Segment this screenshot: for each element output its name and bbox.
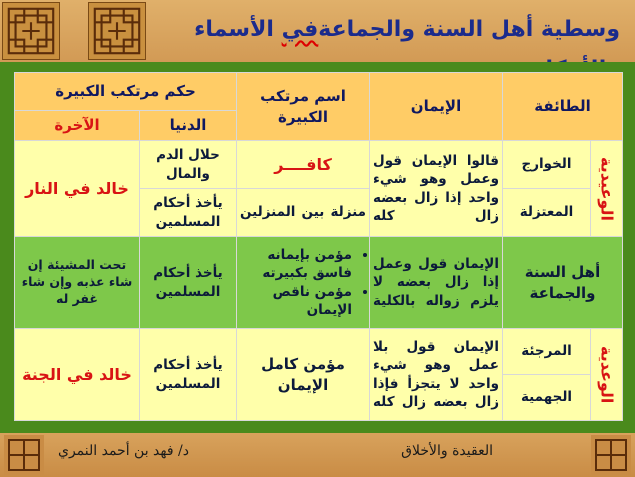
header-sect: الطائفة xyxy=(503,73,623,141)
knot-ornament-icon xyxy=(4,435,44,475)
sect-murjia: المرجئة xyxy=(503,329,591,375)
header-dunya: الدنيا xyxy=(140,111,237,141)
sect-sunnah: أهل السنة والجماعة xyxy=(503,237,623,329)
name-kafir: كافــــر xyxy=(237,141,370,189)
list-item: • مؤمن ناقص الإيمان xyxy=(240,283,352,319)
comparison-table xyxy=(14,72,623,421)
slide-footer xyxy=(0,433,635,477)
sect-jahmiyya: الجهمية xyxy=(503,375,591,421)
dunya-sunnah: يأخذ أحكام المسلمين xyxy=(140,237,237,329)
group-label-waadiyya: الوعدية xyxy=(591,329,623,421)
name-kamil: مؤمن كامل الإيمان xyxy=(237,329,370,421)
dunya-waadiyya: يأخذ أحكام المسلمين xyxy=(140,329,237,421)
list-item: • مؤمن بإيمانه فاسق بكبيرته xyxy=(240,246,352,282)
name-manzila: منزلة بين المنزلين xyxy=(237,189,370,237)
group-label-waidiyya: الوعيدية xyxy=(591,141,623,237)
sect-khawarij: الخوارج xyxy=(503,141,591,189)
slide-header xyxy=(0,0,635,62)
slide-title: وسطية أهل السنة والجماعةفي الأسماء xyxy=(194,17,620,42)
iman-waidiyya: قالوا الإيمان قول وعمل وهو شيء واحد إذا زال بعضه زال كله xyxy=(370,141,503,237)
dunya-khawarij: حلال الدم والمال xyxy=(140,141,237,189)
name-sunnah xyxy=(237,237,370,329)
header-ruling: حكم مرتكب الكبيرة xyxy=(15,73,237,111)
dunya-mutazila: يأخذ أحكام المسلمين xyxy=(140,189,237,237)
akhira-waidiyya: خالد في النار xyxy=(15,141,140,237)
knot-ornament-icon xyxy=(2,2,60,60)
header-iman: الإيمان xyxy=(370,73,503,141)
akhira-sunnah: تحت المشيئة إن شاء عذبه وإن شاء غفر له xyxy=(15,237,140,329)
akhira-waadiyya: خالد في الجنة xyxy=(15,329,140,421)
footer-author: د/ فهد بن أحمد النمري xyxy=(58,443,189,459)
knot-ornament-icon xyxy=(591,435,631,475)
sect-mutazila: المعتزلة xyxy=(503,189,591,237)
header-name: اسم مرتكب الكبيرة xyxy=(237,73,370,141)
iman-waadiyya: الإيمان قول بلا عمل وهو شيء واحد لا يتجزأ فإذا زال بعضه زال كله xyxy=(370,329,503,421)
iman-sunnah: الإيمان قول وعمل إذا زال بعضه لا يلزم زواله بالكلية xyxy=(370,237,503,329)
header-akhira: الآخرة xyxy=(15,111,140,141)
footer-course: العقيدة والأخلاق xyxy=(401,443,493,459)
knot-ornament-icon xyxy=(88,2,146,60)
